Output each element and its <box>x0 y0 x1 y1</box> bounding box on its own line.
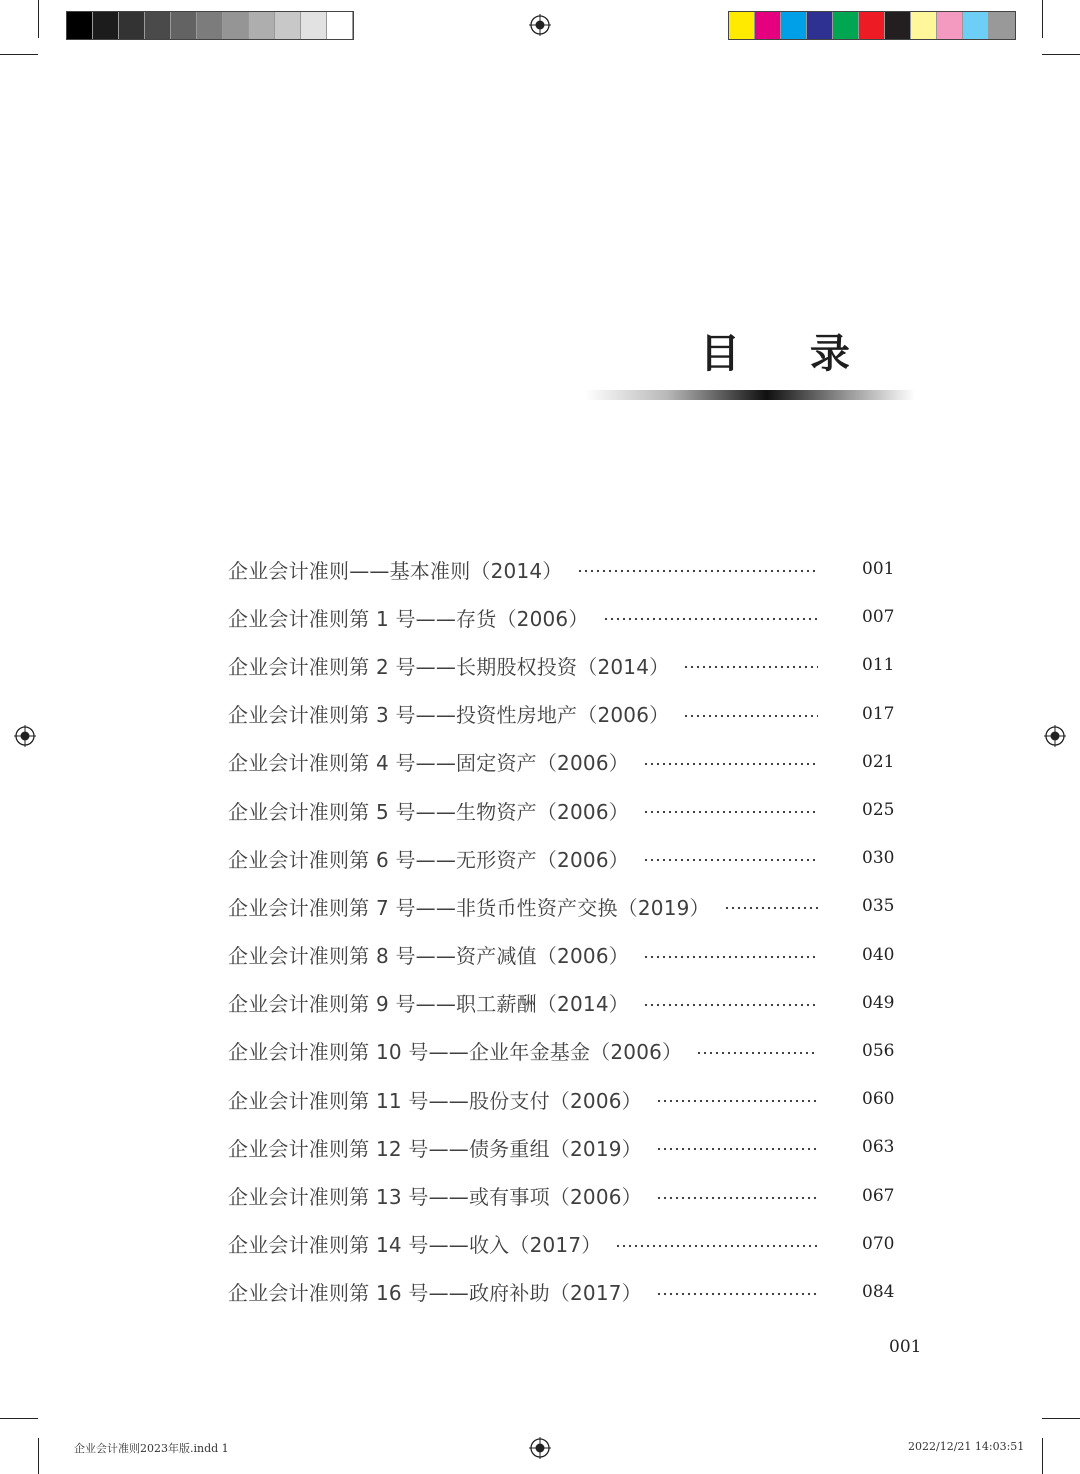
toc-entry-page: 070 <box>862 1233 895 1254</box>
toc-entry[interactable] <box>228 641 895 689</box>
toc-entry-page: 063 <box>862 1137 895 1158</box>
toc-leader-dots <box>656 1292 818 1296</box>
title-gradient-rule <box>585 390 915 400</box>
color-swatch <box>911 12 937 39</box>
color-swatch <box>859 12 885 39</box>
toc-entry[interactable] <box>228 786 895 834</box>
toc-leader-dots <box>643 810 818 814</box>
color-swatch <box>989 12 1015 39</box>
toc-entry-page: 001 <box>862 559 895 580</box>
page-number: 001 <box>889 1337 922 1357</box>
toc-leader-dots <box>643 858 818 862</box>
registration-mark-bottom-icon <box>529 1437 551 1459</box>
toc-leader-dots <box>696 1051 818 1055</box>
toc-entry-page: 021 <box>862 751 895 772</box>
color-swatch <box>963 12 989 39</box>
cmyk-color-bar <box>728 11 1016 40</box>
toc-entry[interactable] <box>228 545 895 593</box>
toc-leader-dots <box>656 1147 818 1151</box>
toc-entry-page: 017 <box>862 703 895 724</box>
toc-entry-title: 企业会计准则第 4 号——固定资产（2006） <box>228 751 629 776</box>
toc-leader-dots <box>603 617 818 621</box>
toc-entry-title: 企业会计准则第 7 号——非货币性资产交换（2019） <box>228 895 710 920</box>
gray-swatch <box>145 12 171 39</box>
toc-leader-dots <box>683 665 818 669</box>
toc-entry-page: 030 <box>862 848 895 869</box>
toc-entry-page: 007 <box>862 607 895 628</box>
toc-entry-title: 企业会计准则第 16 号——政府补助（2017） <box>228 1281 642 1306</box>
toc-entry[interactable] <box>228 1027 895 1075</box>
toc-leader-dots <box>656 1196 818 1200</box>
gray-color-bar <box>66 11 354 40</box>
slug-timestamp: 2022/12/21 14:03:51 <box>908 1440 1025 1453</box>
toc-entry[interactable] <box>228 1268 895 1316</box>
registration-mark-right-icon <box>1044 725 1066 747</box>
crop-mark-tr-h <box>1042 54 1080 55</box>
toc-entry[interactable] <box>228 593 895 641</box>
toc-leader-dots <box>615 1244 818 1248</box>
toc-entry-page: 035 <box>862 896 895 917</box>
page-title: 目 录 <box>700 330 878 377</box>
color-swatch <box>937 12 963 39</box>
toc-entry[interactable] <box>228 931 895 979</box>
toc-entry-page: 025 <box>862 800 895 821</box>
crop-mark-tr-v <box>1042 0 1043 38</box>
toc-leader-dots <box>656 1099 818 1103</box>
gray-swatch <box>327 12 353 39</box>
toc-leader-dots <box>643 955 818 959</box>
toc-entry[interactable] <box>228 1075 895 1123</box>
gray-swatch <box>301 12 327 39</box>
toc-entry-title: 企业会计准则第 3 号——投资性房地产（2006） <box>228 703 670 728</box>
toc-leader-dots <box>643 1003 818 1007</box>
toc-entry-title: 企业会计准则第 13 号——或有事项（2006） <box>228 1185 642 1210</box>
toc-entry[interactable] <box>228 979 895 1027</box>
toc-entry-page: 056 <box>862 1040 895 1061</box>
toc-entry-page: 049 <box>862 992 895 1013</box>
toc-entry-page: 011 <box>862 655 895 676</box>
color-swatch <box>885 12 911 39</box>
gray-swatch <box>119 12 145 39</box>
toc-entry-title: 企业会计准则——基本准则（2014） <box>228 558 563 583</box>
gray-swatch <box>197 12 223 39</box>
color-swatch <box>729 12 755 39</box>
toc-entry-title: 企业会计准则第 11 号——股份支付（2006） <box>228 1088 642 1113</box>
gray-swatch <box>275 12 301 39</box>
toc-entry-title: 企业会计准则第 5 号——生物资产（2006） <box>228 799 629 824</box>
toc-entry-title: 企业会计准则第 12 号——债务重组（2019） <box>228 1136 642 1161</box>
toc-entry-title: 企业会计准则第 14 号——收入（2017） <box>228 1233 602 1258</box>
toc-entry[interactable] <box>228 1171 895 1219</box>
color-swatch <box>807 12 833 39</box>
toc-entry-page: 040 <box>862 944 895 965</box>
toc-entry-page: 084 <box>862 1281 895 1302</box>
color-swatch <box>755 12 781 39</box>
slug-filename: 企业会计准则2023年版.indd 1 <box>74 1442 229 1455</box>
toc-entry[interactable] <box>228 690 895 738</box>
crop-mark-tl-h <box>0 54 38 55</box>
crop-mark-bl-v <box>38 1438 39 1474</box>
crop-mark-br-v <box>1042 1438 1043 1474</box>
toc-entry-title: 企业会计准则第 9 号——职工薪酬（2014） <box>228 992 629 1017</box>
toc-entry-page: 060 <box>862 1089 895 1110</box>
crop-mark-br-h <box>1042 1418 1080 1419</box>
gray-swatch <box>249 12 275 39</box>
gray-swatch <box>67 12 93 39</box>
registration-mark-top-icon <box>529 14 551 36</box>
color-swatch <box>781 12 807 39</box>
toc-entry-title: 企业会计准则第 10 号——企业年金基金（2006） <box>228 1040 683 1065</box>
gray-swatch <box>171 12 197 39</box>
toc-list <box>228 545 895 1316</box>
toc-leader-dots <box>643 762 818 766</box>
toc-leader-dots <box>683 714 818 718</box>
toc-entry[interactable] <box>228 1123 895 1171</box>
toc-entry-page: 067 <box>862 1185 895 1206</box>
crop-mark-tl-v <box>38 0 39 38</box>
toc-entry-title: 企业会计准则第 8 号——资产减值（2006） <box>228 944 629 969</box>
gray-swatch <box>93 12 119 39</box>
registration-mark-left-icon <box>14 725 36 747</box>
toc-entry-title: 企业会计准则第 2 号——长期股权投资（2014） <box>228 654 670 679</box>
toc-leader-dots <box>577 569 819 573</box>
toc-leader-dots <box>724 906 818 910</box>
gray-swatch <box>223 12 249 39</box>
toc-entry[interactable] <box>228 882 895 930</box>
toc-entry-title: 企业会计准则第 6 号——无形资产（2006） <box>228 847 629 872</box>
crop-mark-bl-h <box>0 1418 38 1419</box>
toc-entry[interactable] <box>228 834 895 882</box>
toc-entry[interactable] <box>228 1220 895 1268</box>
toc-entry[interactable] <box>228 738 895 786</box>
toc-entry-title: 企业会计准则第 1 号——存货（2006） <box>228 606 589 631</box>
color-swatch <box>833 12 859 39</box>
